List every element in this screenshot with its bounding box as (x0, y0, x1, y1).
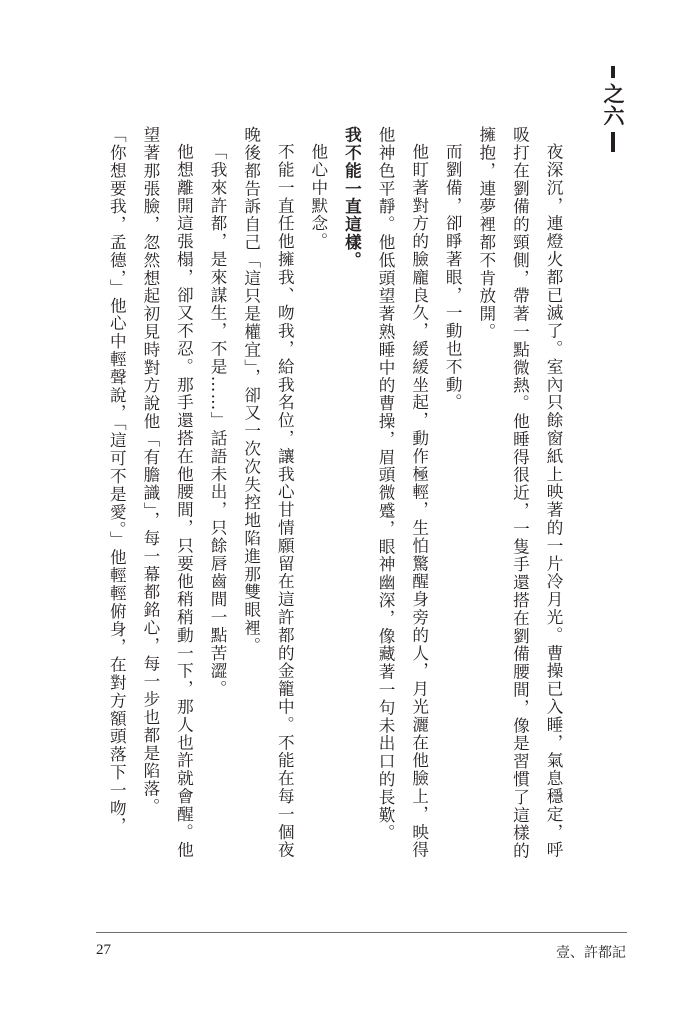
paragraph-6: 不能一直任他擁我、吻我，給我名位，讓我心甘情願留在這許都的金籠中。不能在每一個夜晚後都告訴自己「這只是權宜」，卻又一次次失控地陷進那雙眼裡。 (241, 126, 295, 859)
paragraph-1: 夜深沉，連燈火都已滅了。室內只餘窗紙上映著的一片冷月光。曹操已入睡，氣息穩定，呼吸打在劉備的頸側，帶著一點微熱。他睡得很近，一隻手還搭在劉備腰間，像是習慣了這樣的擁抱，連夢裡都不肯放開。 (476, 126, 563, 860)
chapter-heading (601, 66, 626, 152)
paragraph-5: 他心中默念。 (308, 142, 328, 250)
running-title: 壹、許都記 (556, 945, 626, 961)
paragraph-3: 他盯著對方的臉龐良久，緩緩坐起，動作極輕，生怕驚醒身旁的人，月光灑在他臉上，映得他神色平靜。他低頭望著熟睡中的曹操，眉頭微蹙，眼神幽深，像藏著一句未出口的長歎。 (376, 126, 429, 859)
paragraph-8: 他想離開這張榻，卻又不忍。那手還搭在他腰間，只要他稍稍動一下，那人也許就會醒。他望著那張臉，忽然想起初見時對方說他「有膽識」，每一幕都銘心，每一步也都是陷落。 (140, 126, 194, 859)
chapter-title: 之六 (601, 83, 626, 127)
heading-rule-top (611, 66, 615, 78)
page-number: 27 (96, 942, 111, 958)
paragraph-2: 而劉備，卻睜著眼，一動也不動。 (443, 142, 463, 412)
paragraph-7: 「我來許都，是來謀生，不是……」話語未出，只餘唇齒間一點苦澀。 (208, 142, 228, 698)
body-text (100, 126, 570, 866)
paragraph-4-emphasis: 我不能一直這樣。 (342, 126, 363, 270)
footer-rule (96, 932, 627, 933)
heading-rule-bottom (611, 132, 615, 152)
paragraph-9: 「你想要我，孟德，」他心中輕聲說，「這可不是愛。」他輕輕俯身，在對方額頭落下一吻， (107, 126, 127, 835)
